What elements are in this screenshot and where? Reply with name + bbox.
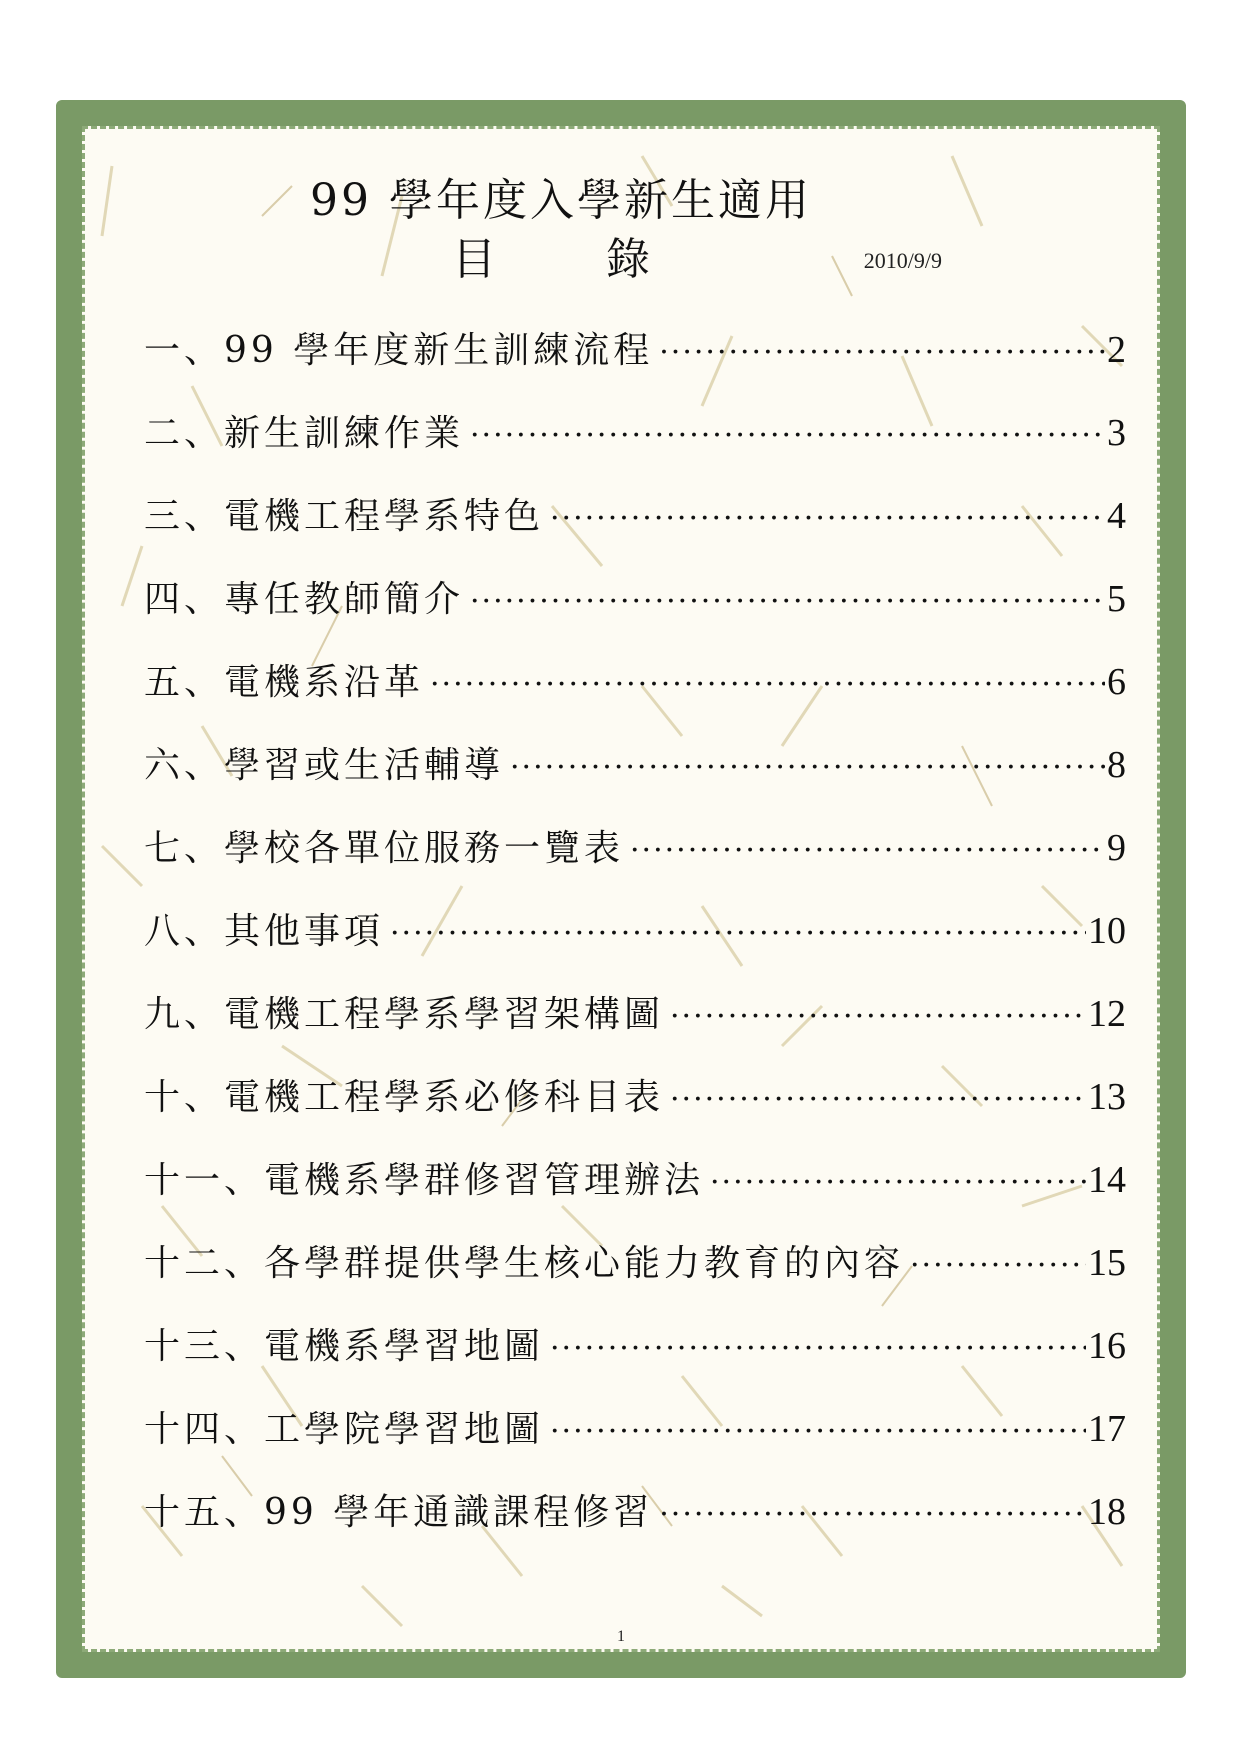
toc-entry-page: 13 <box>1088 1076 1126 1118</box>
toc-entry-page: 18 <box>1088 1491 1126 1533</box>
toc-entry-page: 17 <box>1088 1408 1126 1450</box>
toc-entry-label: 十五、99 學年通識課程修習 <box>144 1492 654 1533</box>
toc-leader-dots <box>550 501 1105 536</box>
toc-entry-page: 8 <box>1107 744 1126 786</box>
toc-entry[interactable] <box>144 1401 1126 1484</box>
toc-entry-label: 五、電機系沿革 <box>144 662 425 703</box>
toc-entry[interactable] <box>144 737 1126 820</box>
toc-leader-dots <box>550 1331 1086 1366</box>
toc-entry-label: 二、新生訓練作業 <box>144 413 465 454</box>
toc-entry-page: 10 <box>1088 910 1126 952</box>
toc-entry[interactable] <box>144 1152 1126 1235</box>
toc-leader-dots <box>910 1248 1086 1283</box>
toc-entry-page: 12 <box>1088 993 1126 1035</box>
toc-entry-label: 十三、電機系學習地圖 <box>144 1326 545 1367</box>
document-title: 99 學年度入學新生適用 <box>310 175 812 226</box>
toc-entry-label: 十四、工學院學習地圖 <box>144 1409 545 1450</box>
toc-entry[interactable] <box>144 571 1126 654</box>
toc-entry-label: 十、電機工程學系必修科目表 <box>144 1077 665 1118</box>
toc-entry-page: 6 <box>1107 661 1126 703</box>
toc-leader-dots <box>630 833 1105 868</box>
toc-heading-char-1: 目 <box>452 234 496 285</box>
toc-leader-dots <box>670 999 1086 1034</box>
toc-entry[interactable] <box>144 654 1126 737</box>
toc-entry-label: 八、其他事項 <box>144 911 385 952</box>
toc-entry-page: 4 <box>1107 495 1126 537</box>
toc-entry-label: 九、電機工程學系學習架構圖 <box>144 994 665 1035</box>
toc-entry-label: 十二、各學群提供學生核心能力教育的內容 <box>144 1243 905 1284</box>
toc-entry[interactable] <box>144 1484 1126 1567</box>
toc-entry-page: 5 <box>1107 578 1126 620</box>
decorative-frame <box>56 100 1186 1678</box>
toc-leader-dots <box>510 750 1105 785</box>
table-of-contents <box>144 322 1126 1567</box>
toc-heading-char-2: 錄 <box>606 234 650 285</box>
toc-entry[interactable] <box>144 488 1126 571</box>
toc-entry-label: 一、99 學年度新生訓練流程 <box>144 330 654 371</box>
toc-leader-dots <box>659 335 1105 370</box>
toc-entry[interactable] <box>144 903 1126 986</box>
toc-entry[interactable] <box>144 405 1126 488</box>
toc-entry-page: 16 <box>1088 1325 1126 1367</box>
page-number: 1 <box>617 1628 625 1645</box>
toc-entry-label: 七、學校各單位服務一覽表 <box>144 828 625 869</box>
toc-entry[interactable] <box>144 986 1126 1069</box>
toc-leader-dots <box>390 916 1086 951</box>
toc-leader-dots <box>470 418 1105 453</box>
toc-entry-page: 9 <box>1107 827 1126 869</box>
toc-leader-dots <box>550 1414 1086 1449</box>
toc-entry-page: 14 <box>1088 1159 1126 1201</box>
toc-entry-label: 三、電機工程學系特色 <box>144 496 545 537</box>
toc-entry[interactable] <box>144 1318 1126 1401</box>
toc-leader-dots <box>710 1165 1086 1200</box>
toc-entry-page: 3 <box>1107 412 1126 454</box>
toc-entry-page: 2 <box>1107 329 1126 371</box>
toc-entry-label: 十一、電機系學群修習管理辦法 <box>144 1160 705 1201</box>
toc-leader-dots <box>659 1497 1086 1532</box>
document-date: 2010/9/9 <box>863 248 942 273</box>
toc-leader-dots <box>470 584 1105 619</box>
toc-entry-label: 六、學習或生活輔導 <box>144 745 505 786</box>
toc-leader-dots <box>430 667 1105 702</box>
title-block <box>82 172 1160 290</box>
toc-entry-page: 15 <box>1088 1242 1126 1284</box>
toc-entry[interactable] <box>144 322 1126 405</box>
toc-entry[interactable] <box>144 820 1126 903</box>
toc-leader-dots <box>670 1082 1086 1117</box>
toc-entry-label: 四、專任教師簡介 <box>144 579 465 620</box>
toc-entry[interactable] <box>144 1235 1126 1318</box>
toc-entry[interactable] <box>144 1069 1126 1152</box>
